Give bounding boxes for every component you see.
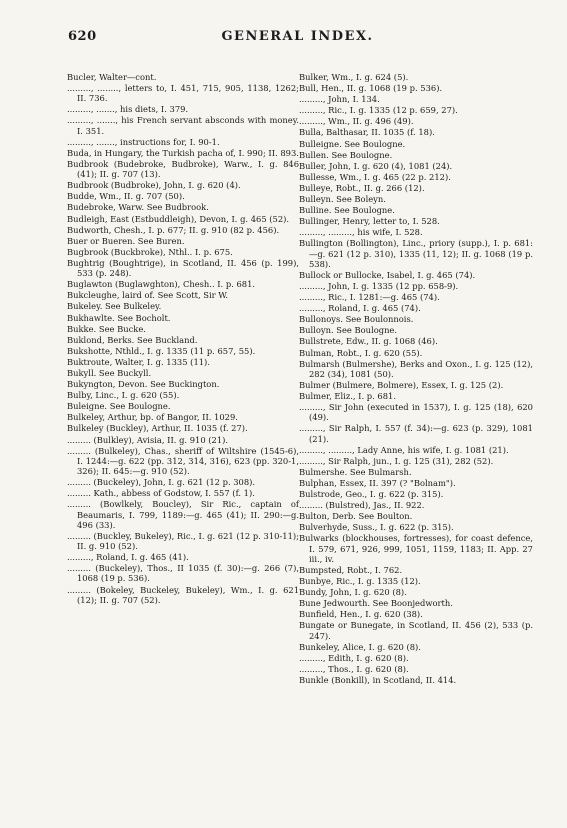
index-entry: Bulton, Derb. See Boulton. — [299, 511, 413, 522]
index-entry: Bulline. See Boulogne. — [299, 205, 395, 216]
index-column-right — [299, 72, 533, 685]
index-entry: Bulla, Balthasar, II. 1035 (f. 18). — [299, 127, 435, 138]
index-entry: ......... (Buckeley), Thos., II 1035 (f. 30):—g. 266 (7), 1068 (19 p. 536). — [67, 563, 299, 584]
index-entry: ........., John, I. g. 1335 (12 pp. 658-9). — [299, 281, 459, 291]
index-entry: Bulphan, Essex, II. 397 (? "Bolnam"). — [299, 478, 456, 489]
index-entry: Bulstrode, Geo., I. g. 622 (p. 315). — [299, 489, 444, 500]
index-entry: ........., ........., his wife, I. 528. — [299, 227, 423, 238]
index-entry: ........., ......., his French servant absconds with money. I. 351. — [67, 115, 299, 136]
index-entry: ........., Sir John (executed in 1537), I. g. 125 (18), 620 (49). — [299, 402, 533, 423]
index-entry: ........., ......., instructions for, I. 90-1. — [67, 136, 220, 147]
index-entry: ......... (Bowlkely, Boucley), Sir Ric., captain of Beaumaris, I. 799, 1189:—g. 465 (41); II. 290:—g. 496 (33). — [67, 499, 299, 530]
index-entry: ......... (Buckley, Bukeley), Ric., I. g. 621 (12 p. 310-11); II. g. 910 (52). — [67, 530, 299, 552]
index-entry: Bullen. See Boulogne. — [299, 149, 393, 160]
index-entry: Bunkeley, Alice, I. g. 620 (8). — [299, 641, 421, 652]
index-entry: Bullesse, Wm., I. g. 465 (22 p. 212). — [299, 171, 451, 182]
index-entry: ........., Sir Ralph, jun., I. g. 125 (31), 282 (52). — [299, 455, 494, 466]
index-entry: Bullonoys. See Boulonnois. — [299, 314, 414, 325]
index-entry: ........., Roland, I. g. 465 (74). — [299, 303, 421, 314]
index-entry: Bugbrook (Buckbroke), Nthl.. I. p. 675. — [67, 246, 233, 257]
index-entry: Bulmer (Bulmere, Bolmere), Essex, I. g. 125 (2). — [299, 379, 504, 390]
index-entry: Bughtrig (Boughtrige), in Scotland, II. 456 (p. 199), 533 (p. 248). — [67, 257, 299, 279]
index-entry: ........., Roland, I. g. 465 (41). — [67, 552, 189, 563]
index-entry: ......... (Bulkeley), Chas., sheriff of Wiltshire (1545-6), I. 1244:—g. 622 (pp. 312, 314, 316), 623 (pp. 320-1, 326); II. 645:—g. 910 (52). — [67, 445, 299, 477]
page-header — [68, 29, 527, 47]
index-entry: ......... (Bulkley), Avisia, II. g. 910 (21). — [67, 434, 229, 445]
index-entry: Buer or Bueren. See Buren. — [67, 235, 185, 246]
index-entry: Bulloyn. See Boulogne. — [299, 325, 398, 336]
index-entry: Buktroute, Walter, I. g. 1335 (11). — [67, 356, 210, 367]
index-entry: Bulby, Linc., I. g. 620 (55). — [67, 390, 180, 401]
index-entry: Bukshotte, Nthld., I. g. 1335 (11 p. 657, 55). — [67, 345, 256, 356]
index-entry: ........., John, I. 134. — [299, 94, 380, 105]
index-entry: Bulleye, Robt., II. g. 266 (12). — [299, 182, 425, 193]
index-entry: ......... (Bulstred), Jas., II. 922. — [299, 500, 425, 511]
index-entry: Buklond, Berks. See Buckland. — [67, 334, 198, 345]
index-entry: Bucler, Walter—cont. — [67, 72, 157, 82]
index-entry: Bungate or Bunegate, in Scotland, II. 456 (2), 533 (p. 247). — [299, 620, 533, 641]
index-entry: Bunkle (Bonkill), in Scotland, II. 414. — [299, 675, 457, 686]
index-entry: Bukyll. See Buckyll. — [67, 367, 152, 378]
index-entry: ........., Wm., II. g. 496 (49). — [299, 116, 414, 127]
index-entry: Budworth, Chesh., I. p. 677; II. g. 910 (82 p. 456). — [67, 224, 280, 235]
index-entry: Bulman, Robt., I. g. 620 (55). — [299, 347, 423, 358]
index-entry: ........., ......., his diets, I. 379. — [67, 104, 189, 115]
index-entry: Bulmarsh (Bulmershe), Berks and Oxon., I. g. 125 (12), 282 (34), 1081 (50). — [299, 358, 533, 379]
index-entry: Bulmer, Eliz., I. p. 681. — [299, 391, 397, 402]
index-entry: Budleigh, East (Estbuddleigh), Devon, I. g. 465 (52). — [67, 213, 290, 224]
index-entry: Bulleigne. See Boulogne. — [299, 138, 406, 149]
page-number: 620 — [68, 29, 97, 44]
index-entry: Bulmershe. See Bulmarsh. — [299, 466, 412, 477]
index-entry: ........., ........, letters to, I. 451, 715, 905, 1138, 1262; II. 736. — [67, 83, 299, 104]
index-entry: Bukcleughe, laird of. See Scott, Sir W. — [67, 290, 229, 301]
index-entry: Bukeley. See Bulkeley. — [67, 301, 162, 312]
index-entry: Bukhawlte. See Bocholt. — [67, 312, 171, 323]
index-entry: Buleigne. See Boulogne. — [67, 401, 171, 412]
index-entry: Bulkeley (Buckley), Arthur, II. 1035 (f. 27). — [67, 423, 248, 434]
index-entry: ........., Ric., I. g. 1335 (12 p. 659, 27). — [299, 105, 458, 116]
index-entry: ........., Ric., I. 1281:—g. 465 (74). — [299, 292, 440, 303]
index-entry: Bulker, Wm., I. g. 624 (5). — [299, 72, 409, 82]
index-entry: Bune Jedwourth. See Boonjedworth. — [299, 598, 453, 609]
index-entry: Bullock or Bullocke, Isabel, I. g. 465 (74). — [299, 269, 476, 280]
index-entry: Bukyngton, Devon. See Buckington. — [67, 379, 220, 390]
index-entry: Budebroke, Warw. See Budbrook. — [67, 202, 209, 213]
index-entry: ........., Edith, I. g. 620 (8). — [299, 652, 409, 663]
index-entry: Buller, John, I. g. 620 (4), 1081 (24). — [299, 160, 453, 171]
index-entry: Bullstrete, Edw., II. g. 1068 (46). — [299, 336, 438, 347]
index-entry: ......... (Bokeley, Buckeley, Bukeley), Wm., I. g. 621 (12); II. g. 707 (52). — [67, 584, 299, 605]
index-entry: ........., Thos., I. g. 620 (8). — [299, 663, 409, 674]
index-entry: ......... (Buckeley), John, I. g. 621 (12 p. 308). — [67, 477, 256, 488]
index-column-left — [67, 72, 299, 605]
index-entry: Bullington (Bollington), Linc., priory (supp.), I. p. 681:—g. 621 (12 p. 310), 1335 (11, 12); II. g. 1068 (19 p. 538). — [299, 238, 533, 269]
index-entry: Bulleyn. See Boleyn. — [299, 194, 386, 205]
index-entry: Budde, Wm., II. g. 707 (50). — [67, 191, 185, 202]
index-entry: ......... Kath., abbess of Godstow, I. 557 (f. 1). — [67, 488, 255, 499]
index-entry: Bulkeley, Arthur, bp. of Bangor, II. 1029. — [67, 412, 238, 423]
index-entry: Bukke. See Bucke. — [67, 323, 146, 334]
index-entry: Budbrook (Budbroke), John, I. g. 620 (4). — [67, 180, 241, 191]
index-entry: Bumpsted, Robt., I. 762. — [299, 564, 403, 575]
index-entry: ........., ........., Lady Anne, his wife, I. g. 1081 (21). — [299, 444, 509, 455]
index-entry: Bunfield, Hen., I. g. 620 (38). — [299, 609, 423, 620]
page-title: GENERAL INDEX. — [221, 29, 374, 44]
index-entry: Bulwarks (blockhouses, fortresses), for coast defence, I. 579, 671, 926, 999, 1051, 1159, 1183; II. App. 27 iii., iv. — [299, 533, 533, 564]
index-entry: Bunbye, Ric., I. g. 1335 (12). — [299, 576, 421, 587]
index-entry: ........., Sir Ralph, I. 557 (f. 34):—g. 623 (p. 329), 1081 (21). — [299, 423, 533, 444]
index-entry: Bullinger, Henry, letter to, I. 528. — [299, 216, 440, 227]
index-entry: Bull, Hen., II. g. 1068 (19 p. 536). — [299, 83, 443, 94]
index-entry: Budbrook (Budebroke, Budbroke), Warw., I. g. 846 (41); II. g. 707 (13). — [67, 158, 299, 180]
index-entry: Bulverhyde, Suss., I. g. 622 (p. 315). — [299, 522, 454, 533]
index-entry: Buglawton (Buglawghton), Chesh.. I. p. 681. — [67, 279, 256, 290]
index-entry: Buda, in Hungary, the Turkish pacha of, I. 990; II. 893. — [67, 147, 299, 158]
index-entry: Bundy, John, I. g. 620 (8). — [299, 587, 407, 598]
